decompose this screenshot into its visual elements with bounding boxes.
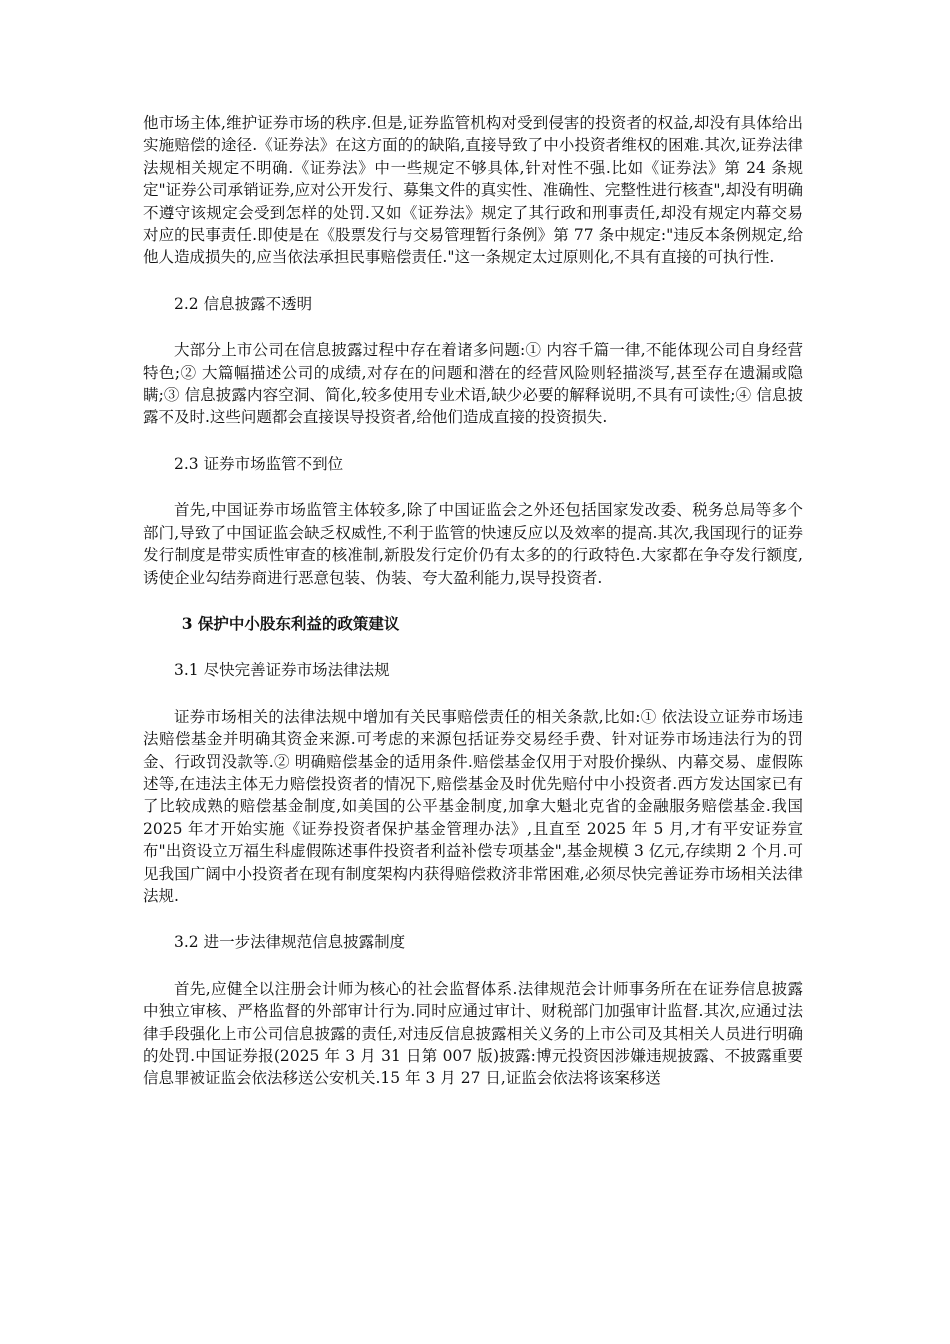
chapter-heading-3: 3 保护中小股东利益的政策建议 [181, 613, 400, 633]
section-heading-3-2: 3.2 进一步法律规范信息披露制度 [174, 933, 406, 952]
paragraph-disclosure-issues: 大部分上市公司在信息披露过程中存在着诸多问题:① 内容千篇一律,不能体现公司自身经营特色;② 大篇幅描述公司的成绩,对存在的问题和潜在的经营风险则轻描淡写,甚至存在遗漏或隐瞒;③ 信息披露内容空洞、简化,较多使用专业术语,缺少必要的解释说明,不具有可读性;④ 信息披露不及时.这些问题都会直接误导投资者,给他们造成直接的投资损失. [143, 341, 803, 427]
paragraph-regulation-issues: 首先,中国证券市场监管主体较多,除了中国证监会之外还包括国家发改委、税务总局等多个部门,导致了中国证监会缺乏权威性,不利于监管的快速反应以及效率的提高.其次,我国现行的证券发行制度是带实质性审查的核准制,新股发行定价仍有太多的的行政特色.大家都在争夺发行额度,诱使企业勾结券商进行恶意包装、伪装、夸大盈利能力,误导投资者. [143, 501, 803, 587]
paragraph-market-subjects: 他市场主体,维护证券市场的秩序.但是,证券监管机构对受到侵害的投资者的权益,却没有具体给出实施赔偿的途径.《证券法》在这方面的的缺陷,直接导致了中小投资者维权的困难.其次,证券法律法规相关规定不明确.《证券法》中一些规定不够具体,针对性不强.比如《证券法》第 24 条规定"证券公司承销证券,应对公开发行、募集文件的真实性、准确性、完整性进行核查",却没有明确不遵守该规定会受到怎样的处罚.又如《证券法》规定了其行政和刑事责任,却没有规定内幕交易对应的民事责任.即使是在《股票发行与交易管理暂行条例》第 77 条中规定:"违反本条例规定,给他人造成损失的,应当依法承担民事赔偿责任."这一条规定太过原则化,不具有直接的可执行性. [143, 114, 803, 267]
section-heading-3-1: 3.1 尽快完善证券市场法律法规 [174, 661, 390, 680]
section-heading-2-2: 2.2 信息披露不透明 [174, 294, 313, 313]
document-page [143, 112, 803, 1090]
paragraph-audit-supervision: 首先,应健全以注册会计师为核心的社会监督体系.法律规范会计师事务所在在证券信息披露中独立审核、严格监督的外部审计行为.同时应通过审计、财税部门加强审计监督.其次,应通过法律手段强化上市公司信息披露的责任,对违反信息披露相关义务的上市公司及其相关人员进行明确的处罚.中国证券报(2025 年 3 月 31 日第 007 版)披露:博元投资因涉嫌违规披露、不披露重要信息罪被证监会依法移送公安机关.15 年 3 月 27 日,证监会依法将该案移送 [143, 979, 803, 1088]
section-heading-2-3: 2.3 证券市场监管不到位 [174, 454, 344, 473]
paragraph-compensation-fund: 证券市场相关的法律法规中增加有关民事赔偿责任的相关条款,比如:① 依法设立证券市场违法赔偿基金并明确其资金来源.可考虑的来源包括证券交易经手费、针对证券市场违法行为的罚金、行政罚没款等.② 明确赔偿基金的适用条件.赔偿基金仅用于对股价操纵、内幕交易、虚假陈述等,在违法主体无力赔偿投资者的情况下,赔偿基金及时优先赔付中小投资者.西方发达国家已有了比较成熟的赔偿基金制度,如美国的公平基金制度,加拿大魁北克省的金融服务赔偿基金.我国 2025 年才开始实施《证券投资者保护基金管理办法》,且直至 2025 年 5 月,才有平安证券宣布"出资设立万福生科虚假陈述事件投资者利益补偿专项基金",基金规模 3 亿元,存续期 2 个月.可见我国广阔中小投资者在现有制度架构内获得赔偿救济非常困难,必须尽快完善证券市场相关法律法规. [143, 707, 803, 905]
